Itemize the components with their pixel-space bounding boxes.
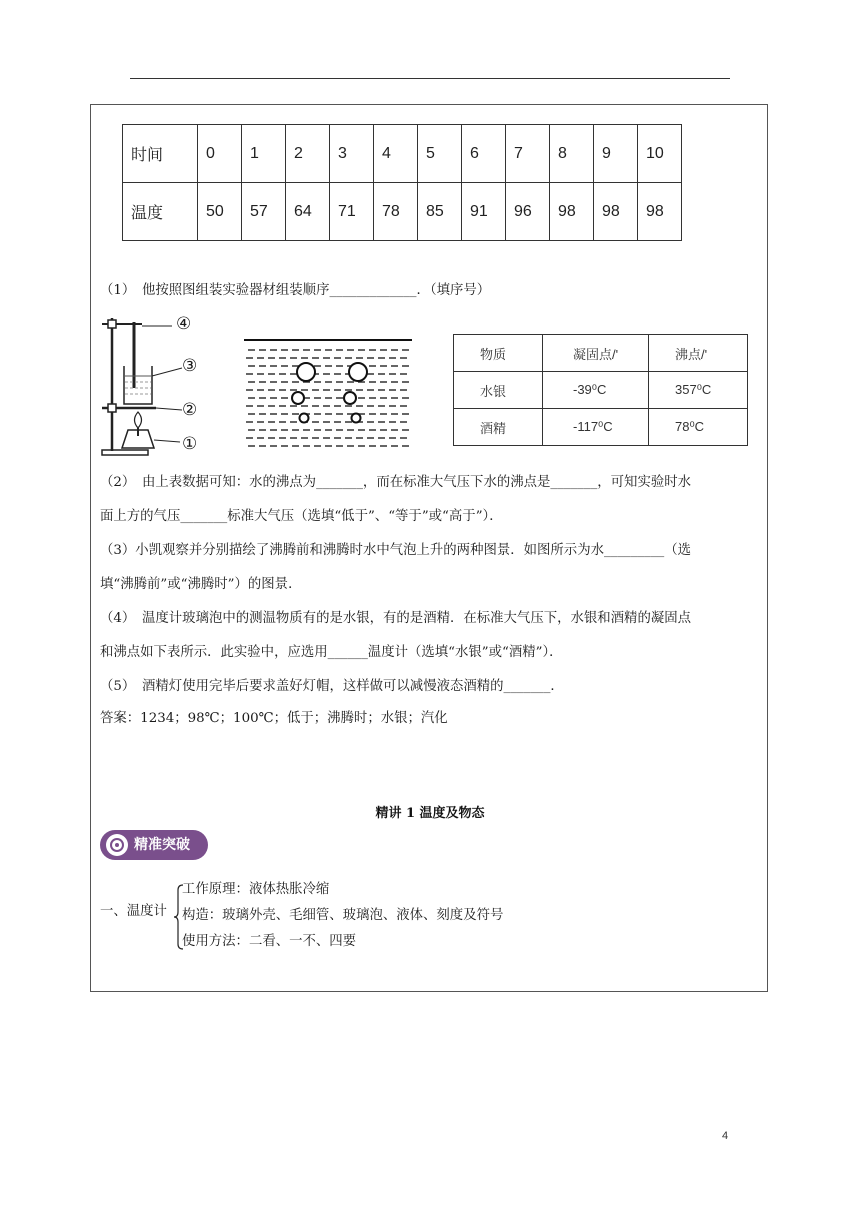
tree-root: 一、温度计	[100, 904, 167, 919]
question-2-line-2: 面上方的气压_______标准大气压（选填“低于”、“等于”或“高于”）．	[100, 509, 503, 524]
table-cell: 10	[638, 125, 682, 183]
table-cell: 6	[462, 125, 506, 183]
table-cell: 4	[374, 125, 418, 183]
question-4-line-1: （4） 温度计玻璃泡中的测温物质有的是水银，有的是酒精．在标准大气压下，水银和酒精的凝固点	[100, 611, 692, 626]
table-cell: 0	[198, 125, 242, 183]
tree-item-principle: 工作原理：液体热胀冷缩	[182, 882, 330, 897]
table-cell: 50	[198, 183, 242, 241]
question-4-line-2: 和沸点如下表所示．此实验中，应选用______温度计（选填“水银”或“酒精”）．	[100, 645, 563, 660]
page-number: 4	[722, 1130, 729, 1142]
table-cell: 57	[242, 183, 286, 241]
label-4: ④	[176, 314, 192, 334]
table-cell: 78⁰C	[649, 409, 748, 446]
jingzhun-tupo-badge	[100, 830, 208, 860]
table-row	[454, 409, 748, 446]
question-1: （1） 他按照图组装实验器材组装顺序_____________．（填序号）	[100, 283, 491, 298]
tree-item-structure: 构造：玻璃外壳、毛细管、玻璃泡、液体、刻度及符号	[182, 908, 504, 923]
tree-item-usage: 使用方法：二看、一不、四要	[182, 934, 357, 949]
question-3-line-2: 填“沸腾前”或“沸腾时”）的图景．	[100, 577, 302, 592]
table-row-temperature	[123, 183, 682, 241]
table-cell: 9	[594, 125, 638, 183]
question-3-line-1: （3）小凯观察并分别描绘了沸腾前和沸腾时水中气泡上升的两种图景．如图所示为水_________（选	[100, 543, 692, 558]
question-2-line-1: （2） 由上表数据可知：水的沸点为_______，而在标准大气压下水的沸点是_______，可知实验时水	[100, 475, 692, 490]
table-cell: 98	[638, 183, 682, 241]
table-cell: 357⁰C	[649, 372, 748, 409]
badge-label: 精准突破	[134, 837, 190, 853]
table-header-boiling: 沸点/'	[649, 335, 748, 372]
table-cell: 96	[506, 183, 550, 241]
label-1: ①	[182, 434, 198, 454]
table-row-time	[123, 125, 682, 183]
question-5: （5） 酒精灯使用完毕后要求盖好灯帽，这样做可以减慢液态酒精的_______．	[100, 679, 564, 694]
table-cell: 2	[286, 125, 330, 183]
time-temperature-table	[122, 124, 682, 241]
header-rule	[130, 78, 730, 79]
table-cell: 91	[462, 183, 506, 241]
table-cell: 71	[330, 183, 374, 241]
table-cell: 98	[550, 183, 594, 241]
table-cell: -39⁰C	[543, 372, 649, 409]
table-row	[454, 335, 748, 372]
label-2: ②	[182, 400, 198, 420]
table-cell: -117⁰C	[543, 409, 649, 446]
table-cell: 85	[418, 183, 462, 241]
table-header-substance: 物质	[454, 335, 543, 372]
answer-line: 答案：1234；98℃；100℃；低于；沸腾时；水银；汽化	[100, 711, 448, 726]
table-cell: 酒精	[454, 409, 543, 446]
table-header-time: 时间	[123, 125, 198, 183]
table-cell: 3	[330, 125, 374, 183]
table-cell: 7	[506, 125, 550, 183]
table-cell: 5	[418, 125, 462, 183]
table-header-freezing: 凝固点/'	[543, 335, 649, 372]
table-cell: 98	[594, 183, 638, 241]
table-cell: 8	[550, 125, 594, 183]
melting-boiling-table	[453, 334, 748, 446]
table-cell: 64	[286, 183, 330, 241]
table-cell: 水银	[454, 372, 543, 409]
bubbles-diagram	[244, 338, 414, 450]
label-3: ③	[182, 356, 198, 376]
table-row	[454, 372, 748, 409]
table-header-temperature: 温度	[123, 183, 198, 241]
table-cell: 1	[242, 125, 286, 183]
target-icon	[106, 834, 128, 856]
table-cell: 78	[374, 183, 418, 241]
section-title: 精讲 1 温度及物态	[375, 806, 485, 821]
